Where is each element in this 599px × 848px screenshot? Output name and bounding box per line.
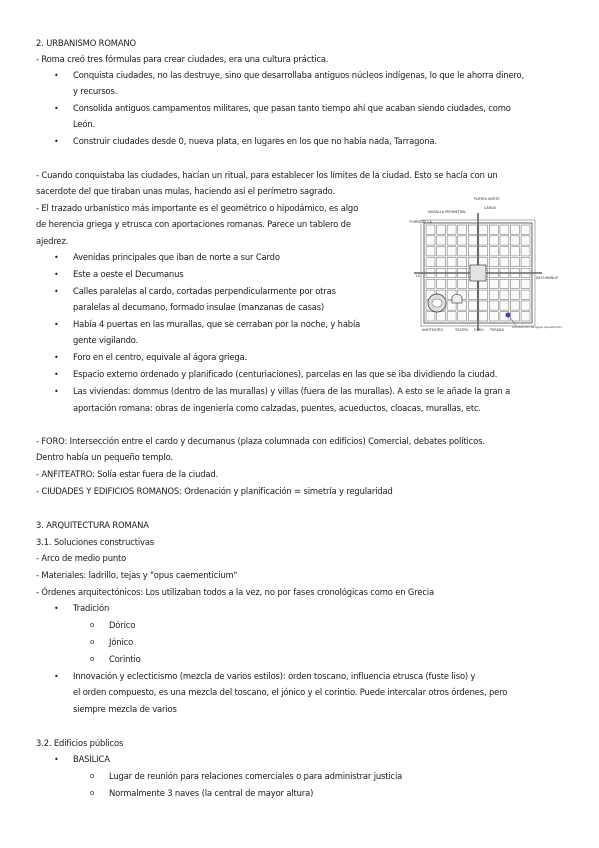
insula-block xyxy=(510,225,519,234)
insula-block xyxy=(447,279,456,288)
insula-block xyxy=(500,258,509,267)
insula-block xyxy=(479,236,488,245)
insula-block xyxy=(426,236,435,245)
bullet-disc: • xyxy=(54,387,59,396)
list-item-conquista: Conquista ciudades, no las destruye, sino que desarrollaba antiguos núcleos indígenas, lo que le ahorra dinero, xyxy=(73,70,524,80)
insula-block xyxy=(500,290,509,299)
theatre-shape xyxy=(452,294,462,303)
bullet-disc: • xyxy=(54,287,59,296)
insula-block xyxy=(479,247,488,256)
insula-block xyxy=(458,279,467,288)
insula-block xyxy=(426,258,435,267)
insula-block xyxy=(510,236,519,245)
subsection-heading-soluciones: 3.1. Soluciones constructivas xyxy=(36,537,155,547)
list-item-calles-cont: paralelas al decumano, formado insulae (manzanas de casas) xyxy=(73,302,325,312)
insula-block xyxy=(510,279,519,288)
bullet-disc: • xyxy=(54,270,59,279)
forum-square xyxy=(470,265,486,281)
insula-block xyxy=(510,247,519,256)
map-label-decumanus: DECUMANUS xyxy=(536,276,559,280)
insula-block xyxy=(468,236,477,245)
insula-block xyxy=(479,225,488,234)
insula-block xyxy=(458,236,467,245)
insula-block xyxy=(489,225,498,234)
list-item-calles: Calles paralelas al cardo, cortadas perpendicularmente por otras xyxy=(73,286,336,296)
list-item-tradicion: Tradición xyxy=(73,603,110,613)
bullet-disc: • xyxy=(54,253,59,262)
insula-block xyxy=(500,225,509,234)
insula-block xyxy=(468,301,477,310)
paragraph-ritual: - Cuando conquistaba las ciudades, hacían un ritual, para establecer los límites de la ciudad. Esto se hacía con un xyxy=(36,170,498,180)
insula-block xyxy=(426,247,435,256)
map-label-ls: LS xyxy=(416,274,421,278)
insula-block xyxy=(458,225,467,234)
insula-block xyxy=(510,301,519,310)
insula-block xyxy=(489,301,498,310)
insula-block xyxy=(521,290,530,299)
bullet-disc: • xyxy=(54,104,59,113)
insula-block xyxy=(447,312,456,321)
insula-block xyxy=(468,312,477,321)
insula-block xyxy=(479,301,488,310)
list-item-basilica-reunion: Lugar de reunión para relaciones comerciales o para administrar justicia xyxy=(109,771,403,781)
insula-block xyxy=(521,301,530,310)
map-label-conduccion: Conducción de agua (Acueducto) xyxy=(512,325,562,329)
insula-block xyxy=(500,279,509,288)
bullet-circle: o xyxy=(90,772,95,780)
list-item-construir: Construir ciudades desde 0, nueva plata, en lugares en los que no había nada, Tarragona. xyxy=(73,136,437,146)
insula-block xyxy=(468,290,477,299)
list-item-decumanus: Este a oeste el Decumanus xyxy=(73,269,184,279)
insula-block xyxy=(521,279,530,288)
aqueduct-marker xyxy=(506,313,511,318)
bullet-disc: • xyxy=(54,604,59,613)
paragraph-trazado: - El trazado urbanístico más importante es el geométrico o hipodámico, es algo xyxy=(36,203,359,213)
list-item-viviendas-cont: aportación romana: obras de ingeniería como calzadas, puentes, acueductos, cloacas, murallas, etc. xyxy=(73,403,481,413)
list-item-conquista-cont: y recursos. xyxy=(73,86,118,96)
list-item-dorico: Dórico xyxy=(109,620,136,630)
list-item-innovacion-cont: el orden compuesto, es una mezcla del toscano, el jónico y el corintio. Puede intercalar otros órdenes, pero xyxy=(73,687,508,697)
list-item-espacio: Espacio externo ordenado y planificado (centuriaciones), parcelas en las que se iba dividiendo la ciudad. xyxy=(73,369,498,379)
insula-block xyxy=(426,312,435,321)
list-item-jonico: Jónico xyxy=(109,637,134,647)
insula-block xyxy=(500,301,509,310)
list-item-basilica-naves: Normalmente 3 naves (la central de mayor altura) xyxy=(109,788,314,798)
insula-block xyxy=(447,236,456,245)
roman-city-plan-diagram xyxy=(408,193,562,345)
map-label-termas: TERMAS xyxy=(490,328,504,332)
map-label-muralla: MURALLA PERIMETRAL xyxy=(428,210,467,214)
paragraph-trazado-end: ajedrez. xyxy=(36,236,69,246)
insula-block xyxy=(468,225,477,234)
insula-block xyxy=(437,279,446,288)
insula-block xyxy=(468,247,477,256)
insula-block xyxy=(489,247,498,256)
insula-block xyxy=(447,258,456,267)
section-heading-arquitectura: 3. ARQUITECTURA ROMANA xyxy=(36,520,149,530)
paragraph-materiales: - Materiales: ladrillo, tejas y "opus caementicium" xyxy=(36,570,238,580)
subsection-heading-edificios: 3.2. Edificios públicos xyxy=(36,738,124,748)
paragraph-intro: - Roma creó tres fórmulas para crear ciudades, era una cultura práctica. xyxy=(36,54,329,64)
insula-block xyxy=(489,279,498,288)
map-label-torre: TORRE DE LA xyxy=(409,220,432,224)
insula-block xyxy=(437,258,446,267)
insula-block xyxy=(479,290,488,299)
bullet-circle: o xyxy=(90,621,95,629)
insula-block xyxy=(437,236,446,245)
insula-block xyxy=(489,236,498,245)
list-item-puertas: Había 4 puertas en las murallas, que se cerraban por la noche, y había xyxy=(73,319,361,329)
insula-block xyxy=(521,247,530,256)
map-label-puerta-norte: PUERTA NORTE xyxy=(474,197,500,201)
paragraph-trazado-cont: de herencia griega y etrusca con aportaciones romanas. Parece un tablero de xyxy=(36,219,351,229)
list-item-basilica: BASÍLICA xyxy=(73,754,110,764)
insula-block xyxy=(521,236,530,245)
bullet-disc: • xyxy=(54,71,59,80)
list-item-consolida: Consolida antiguos campamentos militares, que pasan tanto tiempo ahí que acaban siendo ciudades, como xyxy=(73,103,511,113)
list-item-innovacion: Innovación y eclecticismo (mezcla de varios estilos): orden toscano, influencia etrusca (fuste liso) y xyxy=(73,671,476,681)
paragraph-foro: - FORO: Intersección entre el cardo y decumanus (plaza columnada con edificios) Comercial, debates políticos. xyxy=(36,436,485,446)
insula-block xyxy=(500,247,509,256)
bullet-disc: • xyxy=(54,755,59,764)
list-item-innovacion-end: siempre mezcla de varios xyxy=(73,704,177,714)
insula-block xyxy=(458,258,467,267)
insula-block xyxy=(447,247,456,256)
list-item-avenidas: Avenidas principales que iban de norte a sur Cardo xyxy=(73,252,280,262)
list-item-corintio: Corintio xyxy=(109,654,141,664)
list-item-viviendas: Las viviendas: dommus (dentro de las murallas) y villas (fuera de las murallas). A esto se le añade la gran a xyxy=(73,386,511,396)
paragraph-anfiteatro: - ANFITEATRO: Solía estar fuera de la ciudad. xyxy=(36,469,219,479)
insula-block xyxy=(521,312,530,321)
insula-block xyxy=(521,225,530,234)
insula-block xyxy=(447,225,456,234)
insula-block xyxy=(426,279,435,288)
bullet-disc: • xyxy=(54,370,59,379)
insula-block xyxy=(479,312,488,321)
bullet-circle: o xyxy=(90,789,95,797)
bullet-circle: o xyxy=(90,655,95,663)
list-item-puertas-cont: gente vigilando. xyxy=(73,335,139,345)
insula-block xyxy=(458,247,467,256)
section-heading-urbanismo: 2. URBANISMO ROMANO xyxy=(36,38,136,48)
list-item-consolida-cont: León. xyxy=(73,119,96,129)
bullet-disc: • xyxy=(54,353,59,362)
paragraph-foro-cont: Dentro había un pequeño templo. xyxy=(36,452,173,462)
paragraph-ciudades: - CIUDADES Y EDIFICIOS ROMANOS: Ordenación y planificación = simetría y regularidad xyxy=(36,486,393,496)
bullet-disc: • xyxy=(54,672,59,681)
map-label-foro: FORO xyxy=(474,328,484,332)
map-label-anfiteatro: ANFITEATRO xyxy=(422,328,444,332)
insula-block xyxy=(458,312,467,321)
bullet-circle: o xyxy=(90,638,95,646)
insula-block xyxy=(489,258,498,267)
map-label-cardo: CARDO xyxy=(484,206,497,210)
bullet-disc: • xyxy=(54,320,59,329)
list-item-foro: Foro en el centro, equivale al ágora griega. xyxy=(73,352,248,362)
insula-block xyxy=(426,225,435,234)
paragraph-arco: - Arco de medio punto xyxy=(36,553,127,563)
insula-block xyxy=(521,258,530,267)
insula-block xyxy=(437,247,446,256)
insula-block xyxy=(437,312,446,321)
insula-block xyxy=(489,312,498,321)
map-label-teatro: TEATRO xyxy=(455,328,469,332)
paragraph-ritual-cont: sacerdote del que tiraban unas mulas, haciendo así el perímetro sagrado. xyxy=(36,186,335,196)
insula-block xyxy=(510,258,519,267)
insula-block xyxy=(510,290,519,299)
paragraph-ordenes: - Órdenes arquitectónicos: Los utilizaban todos a la vez, no por fases cronológicas como en Grecia xyxy=(36,587,434,597)
insula-block xyxy=(437,225,446,234)
insula-block xyxy=(489,290,498,299)
insula-block xyxy=(500,236,509,245)
bullet-disc: • xyxy=(54,137,59,146)
